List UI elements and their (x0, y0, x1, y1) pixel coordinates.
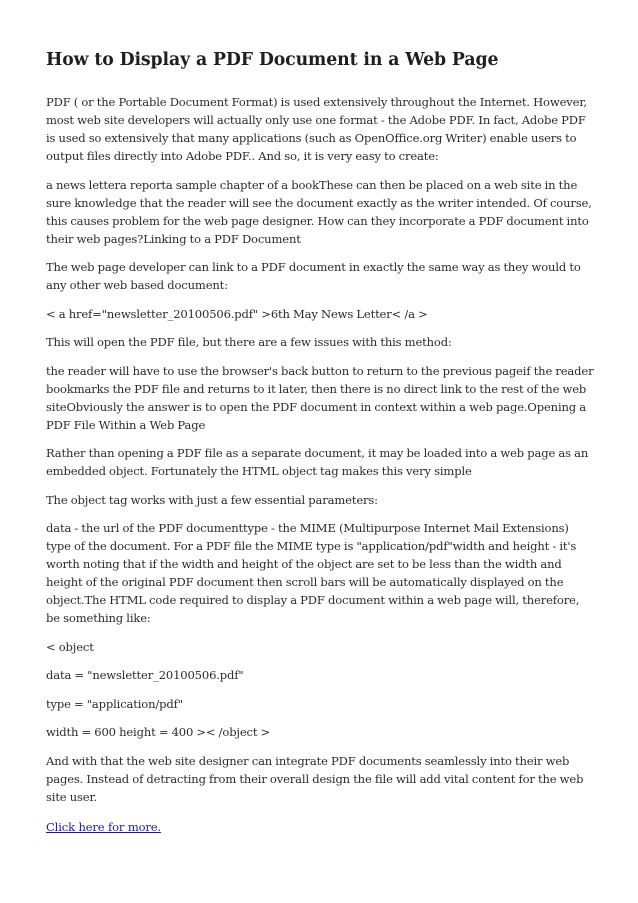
paragraph-parameters: data - the url of the PDF documenttype - the MIME (Multipurpose Internet Mail Extensions) type of the document. For a PDF file the MIME type is "application/pdf"width and height - it's worth noting that if the width and height of the object are set to be less than the width and height of the original PDF document then scroll bars will be automatically displayed on the object.The HTML code required to display a PDF document within a web page will, therefore, be something like: (46, 521, 580, 625)
code-object-data: data = "newsletter_20100506.pdf" (46, 668, 244, 682)
document-title: How to Display a PDF Document in a Web Page (46, 50, 499, 70)
code-object-type: type = "application/pdf" (46, 696, 183, 711)
paragraph-embedded-object: Rather than opening a PDF file as a separate document, it may be loaded into a web page as an embedded object. Fortunately the HTML object tag makes this very simple (46, 446, 589, 478)
click-here-link[interactable]: Click here for more. (46, 820, 161, 834)
paragraph-issues: the reader will have to use the browser's back button to return to the previous pageif the reader bookmarks the PDF file and returns to it later, then there is no direct link to the rest of the web siteObviously the answer is to open the PDF document in context within a web page.Opening a PDF File Within a Web Page (46, 363, 594, 432)
paragraph-news-letter: a news lettera reporta sample chapter of a bookThese can then be placed on a web site in the sure knowledge that the reader will see the document exactly as the writer intended. Of course, this causes problem for the web page designer. How can they incorporate a PDF document into their web pages?Linking to a PDF Document (46, 177, 592, 246)
paragraph-issues-intro: This will open the PDF file, but there are a few issues with this method: (46, 335, 452, 349)
code-object-open: < object (46, 639, 94, 654)
code-object-size: width = 600 height = 400 >< /object > (46, 725, 271, 739)
paragraph-link-intro: The web page developer can link to a PDF document in exactly the same way as they would to any other web based document: (46, 260, 581, 292)
paragraph-parameters-intro: The object tag works with just a few essential parameters: (46, 492, 378, 507)
paragraph-intro: PDF ( or the Portable Document Format) is used extensively throughout the Internet. However, most web site developers will actually only use one format - the Adobe PDF. In fact, Adobe PDF is used so extensively that many applications (such as OpenOffice.org Writer) enable users to output files directly into Adobe PDF.. And so, it is very easy to create: (46, 95, 587, 163)
document-page (46, 49, 594, 836)
paragraph-conclusion: And with that the web site designer can integrate PDF documents seamlessly into their web pages. Instead of detracting from their overall design the file will add vital content for the web site user. (46, 753, 584, 804)
code-anchor-example: < a href="newsletter_20100506.pdf" >6th May News Letter< /a > (46, 306, 428, 321)
